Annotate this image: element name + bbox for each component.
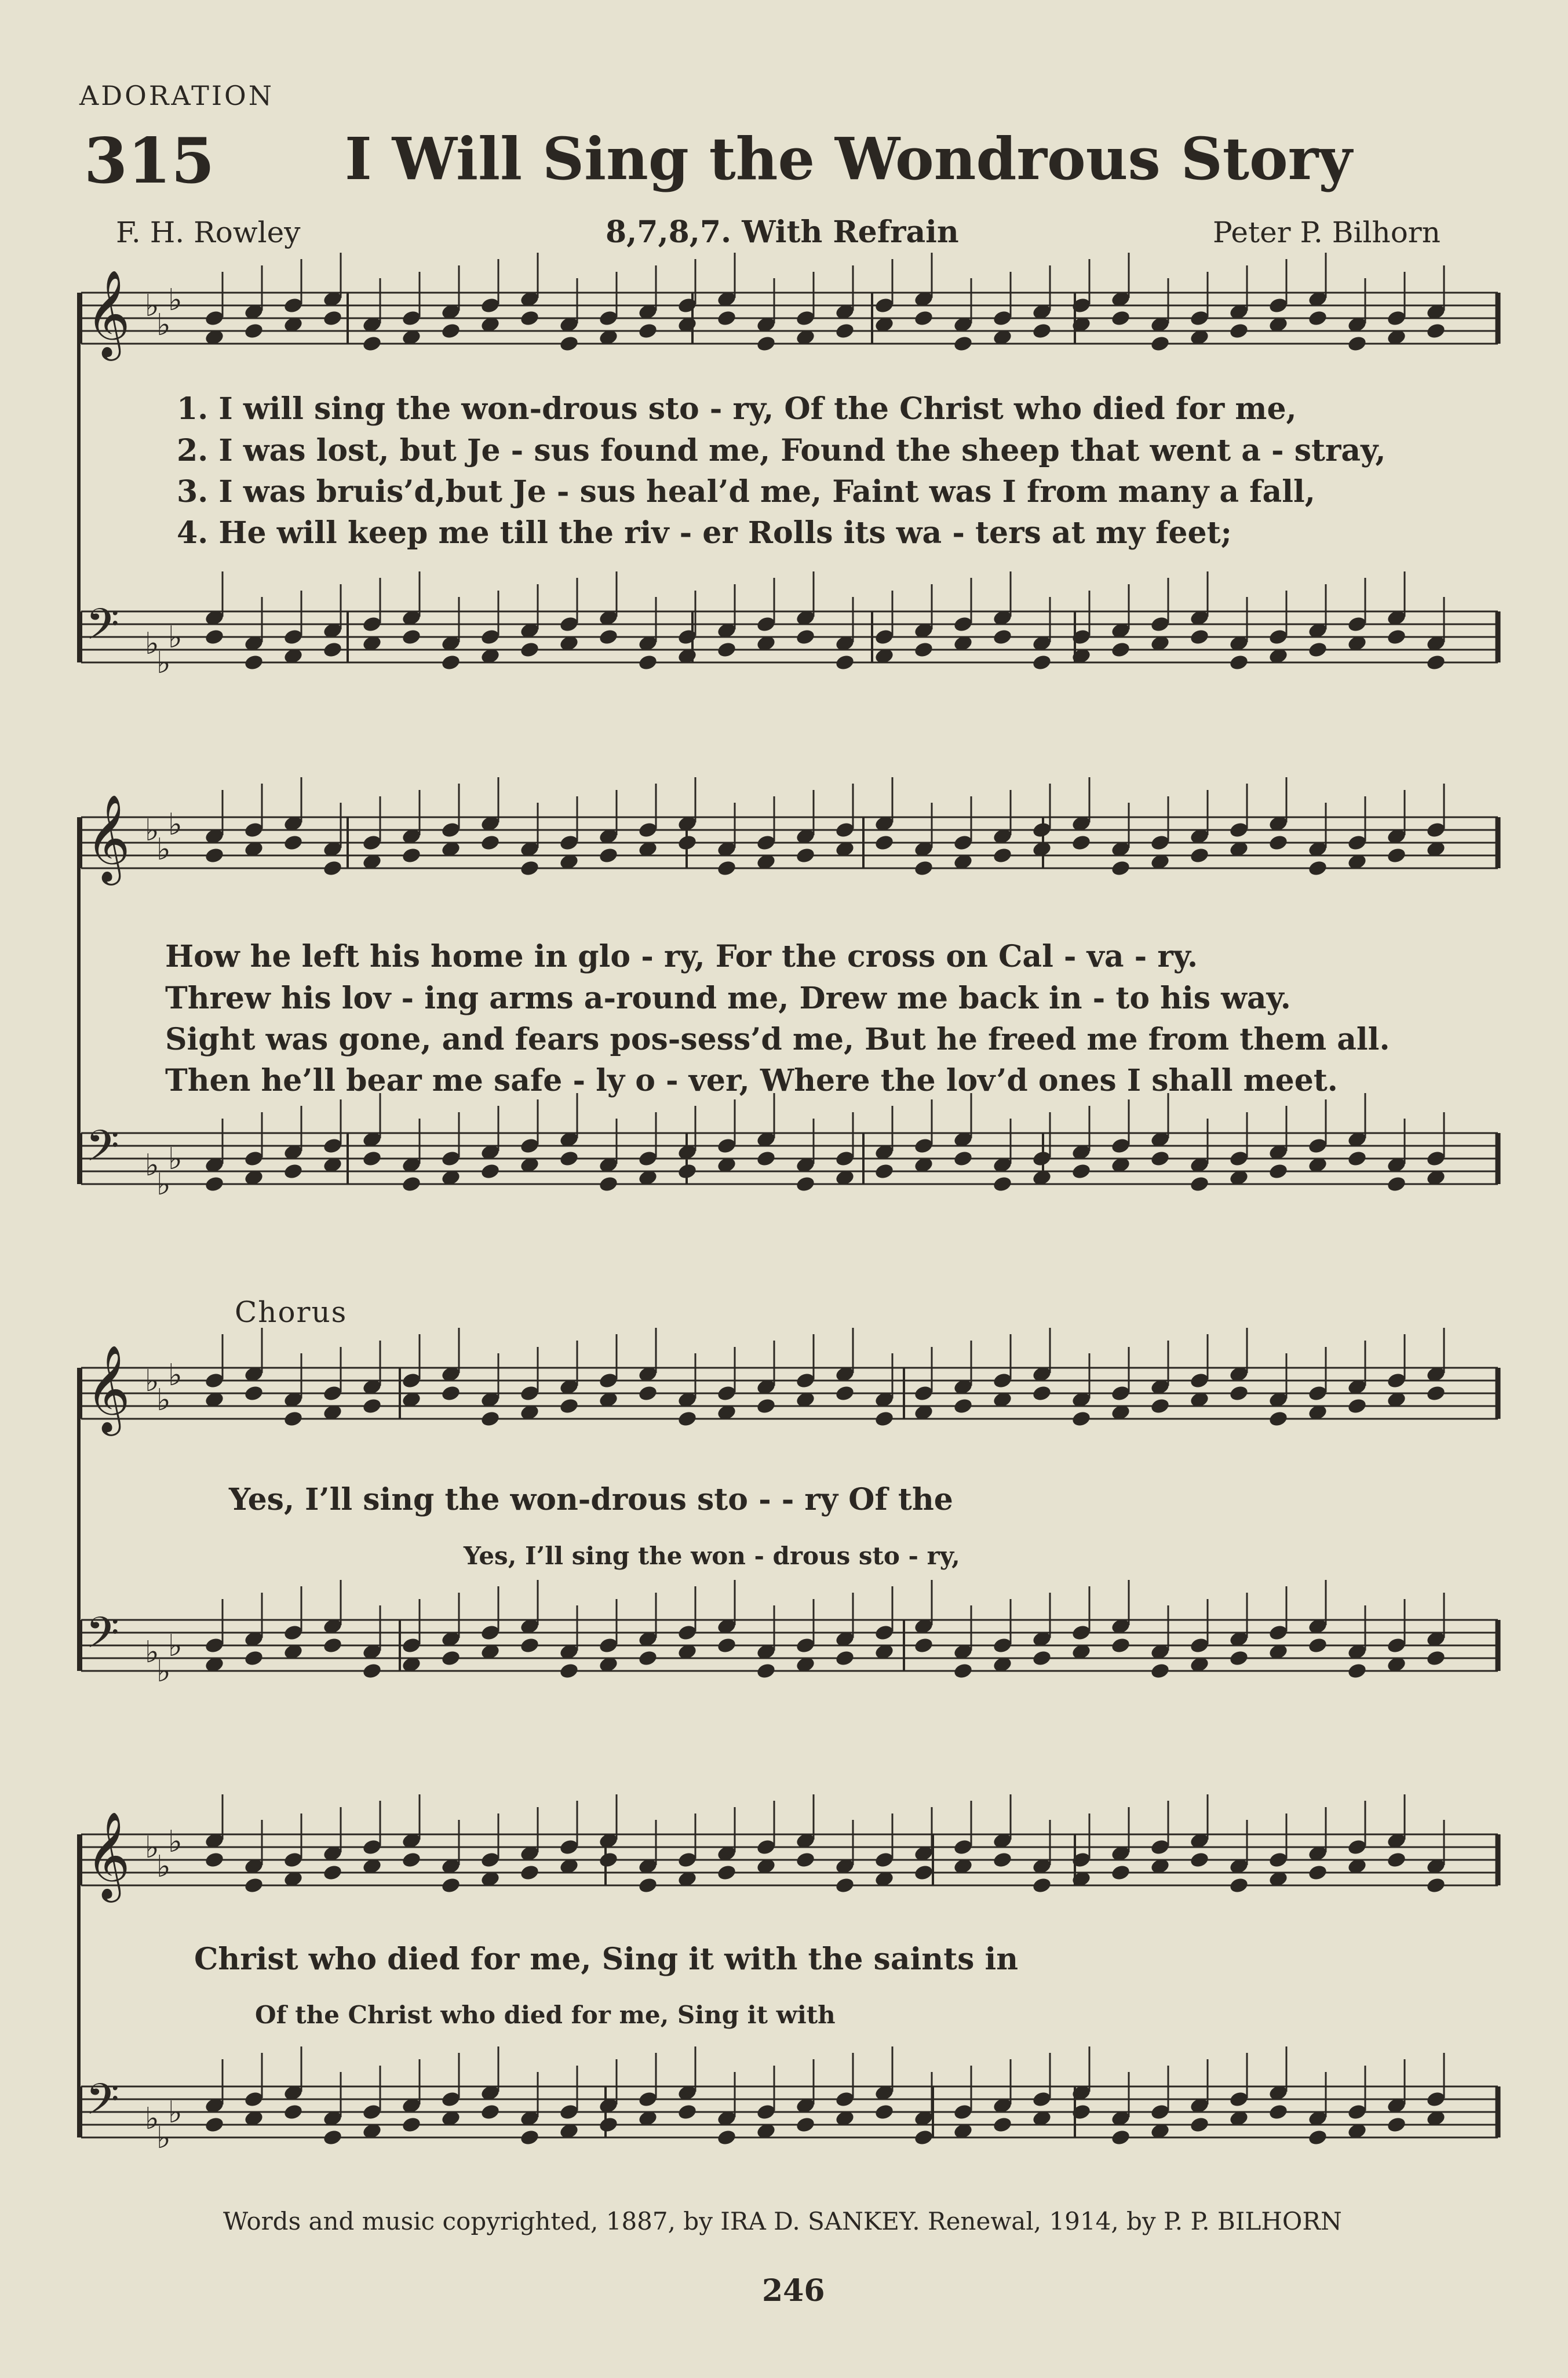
svg-text:♭: ♭: [168, 807, 183, 842]
hymn-title: I Will Sing the Wondrous Story: [345, 125, 1352, 193]
svg-text:♭: ♭: [156, 308, 171, 343]
svg-text:𝄢: 𝄢: [86, 599, 119, 660]
svg-text:♭: ♭: [145, 1148, 159, 1183]
svg-text:♭: ♭: [145, 813, 159, 848]
svg-text:♭: ♭: [168, 1825, 183, 1859]
svg-text:♭: ♭: [145, 627, 159, 661]
author: F. H. Rowley: [116, 216, 301, 249]
svg-text:♭: ♭: [168, 2095, 183, 2130]
chorus-line-2-bass: Of the Christ who died for me, Sing it with: [255, 2001, 836, 2029]
chorus-line-1: Yes, I’ll sing the won-drous sto - - ry Of the: [229, 1482, 953, 1517]
chorus-line-1-bass: Yes, I’ll sing the won - drous sto - ry,: [464, 1542, 960, 1570]
composer: Peter P. Bilhorn: [1213, 216, 1441, 249]
verse-2-line-1: 2. I was lost, but Je - sus found me, Found the sheep that went a - stray,: [177, 433, 1386, 468]
svg-text:♭: ♭: [145, 289, 159, 323]
svg-text:♭: ♭: [156, 646, 171, 680]
svg-text:♭: ♭: [168, 1142, 183, 1177]
svg-text:♭: ♭: [168, 1629, 183, 1663]
copyright-notice: Words and music copyrighted, 1887, by IRA D. SANKEY. Renewal, 1914, by P. P. BILHORN: [223, 2207, 1342, 2235]
svg-text:♭: ♭: [156, 1383, 171, 1418]
svg-text:𝄞: 𝄞: [86, 793, 130, 882]
verse-3-line-1: 3. I was bruis’d,but Je - sus heal’d me, Faint was I from many a fall,: [177, 474, 1315, 509]
chorus-label: Chorus: [235, 1295, 348, 1329]
svg-text:♭: ♭: [168, 283, 183, 318]
page-number: 246: [762, 2273, 825, 2308]
svg-text:𝄢: 𝄢: [86, 2074, 119, 2135]
svg-text:♭: ♭: [145, 1635, 159, 1670]
verse-2-line-2: Threw his lov - ing arms a-round me, Drew me back in - to his way.: [165, 981, 1291, 1016]
svg-text:𝄢: 𝄢: [86, 1608, 119, 1669]
verse-3-line-2: Sight was gone, and fears pos-sess’d me, But he freed me from them all.: [165, 1022, 1390, 1057]
svg-text:𝄞: 𝄞: [86, 269, 130, 357]
svg-text:♭: ♭: [168, 1358, 183, 1393]
svg-text:♭: ♭: [156, 2121, 171, 2155]
svg-text:♭: ♭: [156, 1849, 171, 1884]
section-heading: ADORATION: [79, 80, 274, 111]
meter: 8,7,8,7. With Refrain: [606, 214, 959, 250]
svg-text:♭: ♭: [156, 1167, 171, 1202]
verse-1-line-1: 1. I will sing the won-drous sto - ry, Of the Christ who died for me,: [177, 391, 1297, 427]
svg-text:♭: ♭: [145, 2102, 159, 2136]
svg-text:𝄢: 𝄢: [86, 1121, 119, 1182]
verse-1-line-2: How he left his home in glo - ry, For the cross on Cal - va - ry.: [165, 939, 1198, 974]
svg-text:♭: ♭: [156, 1654, 171, 1689]
svg-text:♭: ♭: [156, 832, 171, 867]
svg-text:𝄞: 𝄞: [86, 1811, 130, 1899]
chorus-line-2: Christ who died for me, Sing it with the saints in: [194, 1942, 1019, 1977]
svg-text:𝄞: 𝄞: [86, 1344, 130, 1432]
verse-4-line-1: 4. He will keep me till the riv - er Rolls its wa - ters at my feet;: [177, 515, 1232, 551]
hymn-number: 315: [84, 125, 215, 198]
svg-text:♭: ♭: [145, 1364, 159, 1399]
verse-4-line-2: Then he’ll bear me safe - ly o - ver, Where the lov’d ones I shall meet.: [165, 1063, 1338, 1098]
svg-text:♭: ♭: [168, 620, 183, 655]
svg-text:♭: ♭: [145, 1830, 159, 1865]
